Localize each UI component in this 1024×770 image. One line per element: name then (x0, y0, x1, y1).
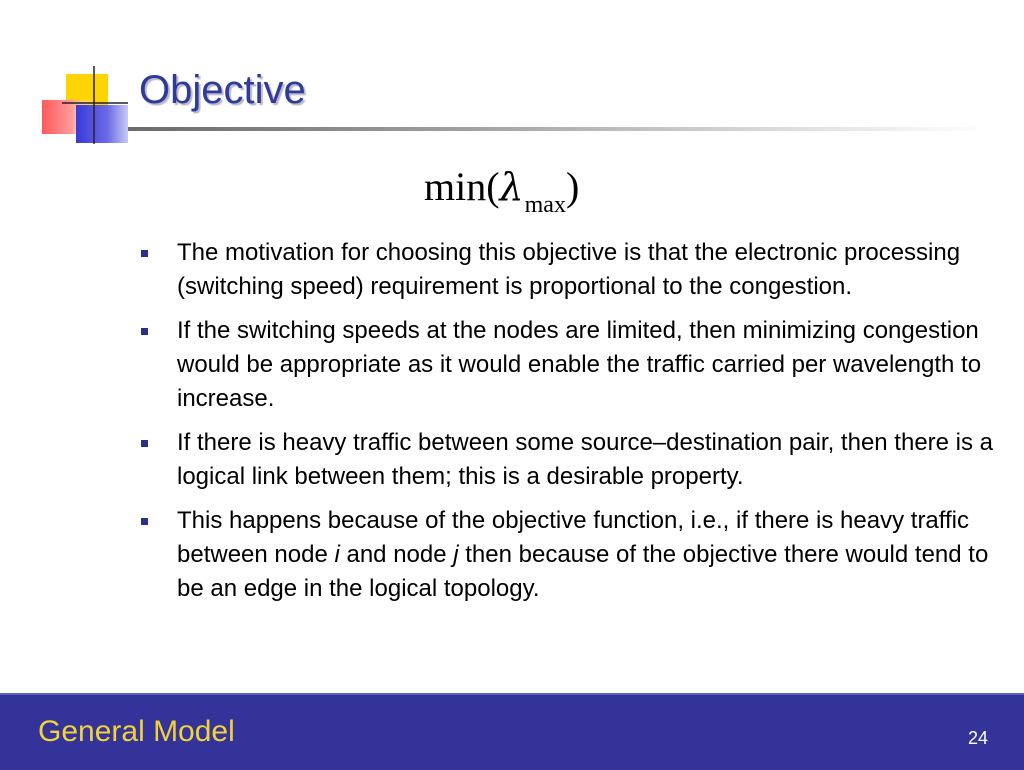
bullet-italic-text: j (453, 541, 459, 568)
formula-close: ) (565, 164, 580, 209)
bullet-italic-text: i (334, 541, 340, 568)
bullet-list (140, 236, 1000, 616)
bullet-text: The motivation for choosing this objective is that the electronic processing (switching speed) requirement is proportional to the congestion. (177, 239, 961, 300)
objective-formula (424, 163, 579, 219)
bullet-text: If the switching speeds at the nodes are limited, then minimizing congestion would be appropriate as it would enable the traffic carried per wavelength to increase. (177, 317, 982, 412)
formula-function: min( (424, 164, 500, 209)
title-divider (128, 127, 988, 131)
bullet-item (140, 314, 1000, 416)
slide-logo (0, 0, 140, 150)
formula-subscript: max (524, 192, 566, 218)
bullet-text: then because of the objective there would tend to be an edge in the logical topology. (177, 541, 989, 602)
bullet-text: This happens because of the objective function, i.e., if there is heavy traffic between node (177, 507, 970, 568)
bullet-item (140, 426, 1000, 494)
logo-blue-square (76, 105, 128, 143)
bullet-item (140, 504, 1000, 606)
bullet-text: If there is heavy traffic between some source–destination pair, then there is a logical link between them; this is a desirable property. (177, 429, 994, 490)
slide-title: Objective (139, 68, 306, 112)
bullet-item (140, 236, 1000, 304)
footer-bar (0, 693, 1024, 770)
page-number: 24 (967, 728, 988, 748)
formula-lambda: λ (499, 165, 524, 209)
footer-title: General Model (38, 715, 235, 748)
bullet-text: and node (339, 541, 454, 568)
